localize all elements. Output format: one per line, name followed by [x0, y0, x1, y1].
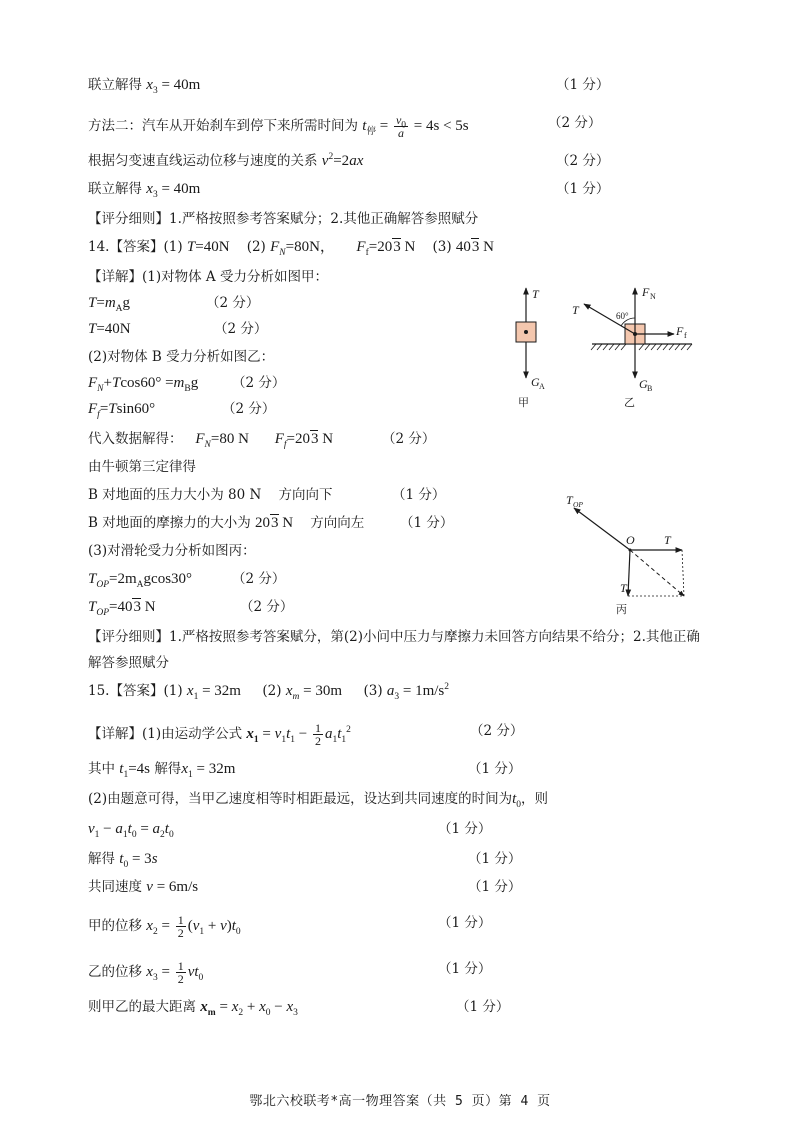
label-T-right: T [664, 533, 671, 547]
caption-bing: 丙 [616, 604, 627, 616]
grading-note-14: 【评分细则】1.严格按照参考答案赋分，第(2)小问中压力与摩擦力未回答方向结果不给分；2.其他正确 [88, 629, 700, 645]
page-footer: 鄂北六校联考*高一物理答案（共 5 页）第 4 页 [249, 1094, 551, 1109]
line-solve-x3-b: 联立解得 $x_3 = 40m$ [88, 181, 201, 200]
score: （2 分） [556, 153, 610, 169]
label-Ff-sub: f [684, 331, 687, 340]
label-T: T [532, 287, 539, 301]
answer-14: 14.【答案】(1) T=40N (2) $F_N=80N$， $F_f=203$ N (3) 403 N [88, 239, 494, 258]
score: （2 分） [232, 571, 286, 587]
score: （1 分） [392, 487, 446, 503]
line-method-two: 方法二：汽车从开始刹车到停下来所需时间为 $t_停$ = $\frac{v_0}{a}$ = 4s < 5s [88, 113, 469, 140]
label-GB-sub: B [647, 384, 653, 393]
pressure-line: B 对地面的压力大小为 80 N 方向向下 [88, 487, 333, 503]
detail-14-3: (3)对滑轮受力分析如图丙： [88, 543, 256, 559]
figure-bing [560, 492, 700, 620]
score: （1 分） [468, 851, 522, 867]
score: （2 分） [240, 599, 294, 615]
eq-substitute: 代入数据解得： $F_N=80$ N $F_f=203$ N [88, 431, 334, 450]
eq-common-speed: $v_1 - a_1t_0 = a_2t_0$ [88, 821, 174, 840]
eq-x3: 乙的位移 $x_3$ = $\frac{1}{2}$ $vt_0$ [88, 959, 204, 986]
label-FN: F [642, 285, 650, 299]
detail-15-2: (2)由题意可得，当甲乙速度相等时相距最远，设达到共同速度的时间为$t_0$，则 [88, 791, 549, 810]
score: （2 分） [206, 295, 260, 311]
score: （1 分） [556, 181, 610, 197]
figure-yi [562, 282, 702, 412]
detail-14-1: 【详解】(1)对物体 A 受力分析如图甲： [88, 269, 328, 285]
label-T-b: T [572, 303, 579, 317]
score: （1 分） [438, 915, 492, 931]
line-relation: 根据匀变速直线运动位移与速度的关系 $v^2=2ax$ [88, 152, 364, 169]
eq-T-40: T=40N [88, 321, 131, 337]
caption-yi: 乙 [624, 397, 635, 409]
top-arrow [574, 508, 630, 550]
label-TOP: T [566, 493, 573, 507]
caption-jia: 甲 [518, 397, 529, 409]
score: （1 分） [456, 999, 510, 1015]
eq-t0: 解得 $t_0 = 3s$ [88, 851, 158, 870]
label-FN-sub: N [650, 292, 656, 301]
label-GA: G [531, 375, 540, 389]
eq-FN: $F_N+Tcos60^\circ =m_Bg$ [88, 375, 199, 394]
score: （2 分） [222, 401, 276, 417]
label-angle: 60° [616, 311, 629, 321]
answer-15: 15.【答案】(1) $x_1 = 32m$ (2) $x_m = 30m$ (3) $a_3 = 1m/s^2$ [88, 682, 450, 702]
score: （2 分） [232, 375, 286, 391]
tension-down-arrow [628, 550, 630, 596]
score: （2 分） [548, 115, 602, 131]
score: （1 分） [468, 761, 522, 777]
score: （2 分） [382, 431, 436, 447]
eq-TOP: $T_{OP}=2m_Agcos30^\circ$ [88, 571, 193, 590]
score: （1 分） [468, 879, 522, 895]
score: （2 分） [214, 321, 268, 337]
eq-TOP-value: $T_{OP}=403$ N [88, 599, 156, 618]
grading-note-14b: 解答参照赋分 [88, 655, 169, 671]
score: （1 分） [556, 77, 610, 93]
score: （1 分） [438, 821, 492, 837]
label-TOP-sub: OP [573, 500, 583, 509]
eq-xm: 则甲乙的最大距离 $x_m = x_2 + x_0 - x_3$ [88, 999, 298, 1018]
resultant-arrow [630, 550, 684, 596]
score: （2 分） [470, 723, 524, 739]
eq-t1: 其中 $t_1=4s$ 解得$x_1 = 32m$ [88, 761, 236, 780]
label-O: O [626, 533, 635, 547]
detail-14-2: (2)对物体 B 受力分析如图乙： [88, 349, 275, 365]
label-T-down: T [620, 581, 627, 595]
eq-v: 共同速度 v = 6m/s [88, 879, 199, 895]
score: （1 分） [438, 961, 492, 977]
score: （1 分） [400, 515, 454, 531]
label-GB: G [639, 377, 648, 391]
eq-x2: 甲的位移 $x_2$ = $\frac{1}{2}$ $(v_1 + v)t_0$ [88, 913, 241, 940]
detail-15-1: 【详解】(1)由运动学公式 $x_1 = v_1t_1$ − $\frac{1}{2}$ $a_1t_1^2$ [88, 721, 351, 748]
figure-jia [500, 282, 560, 412]
friction-line: B 对地面的摩擦力的大小为 203 N 方向向左 [88, 515, 365, 531]
eq-Ff: $F_f=Tsin60^\circ$ [88, 401, 156, 420]
grading-note: 【评分细则】1.严格按照参考答案赋分；2.其他正确解答参照赋分 [88, 211, 479, 227]
newton-third: 由牛顿第三定律得 [88, 459, 196, 475]
label-Ff: F [676, 324, 684, 338]
eq-T-mAg: $T=m_Ag$ [88, 295, 131, 314]
line-solve-x3: 联立解得 $x_3 = 40m$ [88, 77, 201, 96]
label-GA-sub: A [539, 382, 545, 391]
